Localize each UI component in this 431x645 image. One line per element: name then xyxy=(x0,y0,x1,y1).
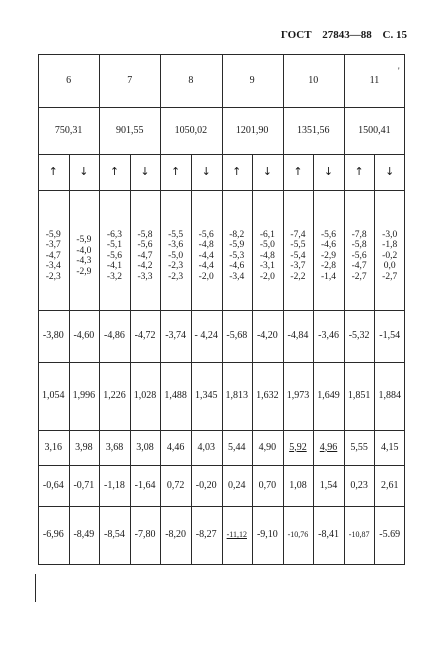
stacked-value: -5,6 xyxy=(321,229,337,240)
table-cell: -1,18 xyxy=(104,479,125,491)
stacked-value: -4,4 xyxy=(198,250,214,261)
table-cell: -0,71 xyxy=(73,479,95,491)
table-cell: 0,72 xyxy=(166,479,185,491)
table-cell: -5.69 xyxy=(379,529,401,540)
stacked-value: -0,2 xyxy=(382,250,398,261)
column-value: 1500,41 xyxy=(358,124,391,136)
table-cell: 1,851 xyxy=(347,390,371,401)
column-number: 10 xyxy=(308,74,319,86)
column-number: 8 xyxy=(188,74,194,86)
table-cell: 1,649 xyxy=(317,390,340,401)
table-vline xyxy=(313,154,314,564)
table-cell: 5,44 xyxy=(228,441,246,453)
stacked-value: -4,7 xyxy=(137,250,153,261)
column-number: 6 xyxy=(66,74,72,86)
stacked-value: -2,8 xyxy=(321,261,337,272)
table-vline xyxy=(252,154,253,564)
stacked-value: -3,2 xyxy=(106,271,122,282)
stacked-values xyxy=(313,230,344,283)
table-cell: 5,92 xyxy=(289,441,307,453)
stacked-value: -3,4 xyxy=(45,261,61,272)
table-cell: -0,64 xyxy=(42,479,64,491)
standard-label: ГОСТ xyxy=(280,29,312,41)
column-value: 901,55 xyxy=(115,124,144,136)
table-cell: 1,08 xyxy=(289,479,307,491)
stacked-values xyxy=(344,230,375,283)
table-cell: 1,54 xyxy=(319,479,338,491)
stacked-value: -2,3 xyxy=(168,261,184,272)
stacked-values xyxy=(252,230,283,283)
table-cell: 1,028 xyxy=(133,390,157,401)
table-cell: 5,55 xyxy=(350,441,368,453)
stacked-value: -2,3 xyxy=(45,271,61,282)
up-arrow-icon: ↑ xyxy=(171,165,181,178)
up-arrow-icon: ↑ xyxy=(354,165,364,178)
stacked-value: -5,5 xyxy=(290,240,306,251)
table-vline xyxy=(374,154,375,564)
column-number: 7 xyxy=(127,74,133,86)
up-arrow-icon: ↑ xyxy=(109,165,120,178)
stacked-value: -5,9 xyxy=(45,229,61,240)
stacked-value: -1,4 xyxy=(321,271,337,282)
table-cell: 4,90 xyxy=(258,441,277,453)
table-cell: 0,70 xyxy=(258,479,277,491)
column-value: 1201,90 xyxy=(235,124,269,136)
stacked-value: -3,3 xyxy=(137,271,153,282)
stray-mark: ' xyxy=(398,66,400,76)
stacked-value: -4,1 xyxy=(106,261,122,272)
up-arrow-icon: ↑ xyxy=(48,165,58,178)
table-cell: -3,74 xyxy=(165,330,187,341)
page-header xyxy=(273,29,407,41)
table-vline xyxy=(130,154,131,564)
column-value: 1351,56 xyxy=(296,124,330,136)
stacked-values xyxy=(160,230,191,283)
table-cell: -4,60 xyxy=(73,330,95,341)
table-cell: 1,226 xyxy=(103,390,126,401)
table-cell: 1,973 xyxy=(286,390,310,401)
stacked-value: -4,0 xyxy=(76,245,92,256)
table-cell: -6,96 xyxy=(42,529,64,540)
stacked-value: -2,9 xyxy=(76,266,92,277)
stacked-value: -2,9 xyxy=(321,250,337,261)
down-arrow-icon: ↓ xyxy=(262,165,272,178)
stacked-value: -4,6 xyxy=(321,240,337,251)
table-cell: 3,68 xyxy=(105,441,124,453)
table-cell: - 4,24 xyxy=(194,330,218,341)
stacked-value: -3,4 xyxy=(229,271,245,282)
stacked-values xyxy=(38,230,69,283)
stacked-value: -3,1 xyxy=(259,261,275,272)
table-cell: -5,68 xyxy=(226,330,248,341)
table-cell: -4,20 xyxy=(256,330,278,341)
stacked-value: -5,6 xyxy=(137,240,153,251)
table-cell: -5,32 xyxy=(348,330,370,341)
down-arrow-icon: ↓ xyxy=(323,165,334,178)
stacked-value: -5,3 xyxy=(229,250,245,261)
stacked-value: -4,3 xyxy=(76,256,92,266)
stacked-value: -3,0 xyxy=(382,229,398,240)
table-cell: -10,87 xyxy=(348,530,370,539)
stacked-value: -4,7 xyxy=(45,250,61,261)
stacked-value: -5,6 xyxy=(106,250,122,261)
table-cell: 3,16 xyxy=(44,441,63,453)
stacked-value: -5,5 xyxy=(168,229,184,240)
stacked-values xyxy=(374,230,405,283)
stacked-value: -3,6 xyxy=(168,240,184,251)
stacked-value: -4,4 xyxy=(198,261,214,272)
column-value: 750,31 xyxy=(54,124,83,136)
table-cell: -7,80 xyxy=(134,529,156,540)
stacked-values xyxy=(69,235,100,277)
stacked-value: -5,6 xyxy=(198,229,214,240)
table-vline xyxy=(69,154,70,564)
standard-number: 27843—88 xyxy=(322,29,372,41)
stacked-value: -5,9 xyxy=(76,235,92,245)
stacked-value: -5,0 xyxy=(168,250,184,261)
table-cell: -3,80 xyxy=(42,330,64,341)
stacked-value: -2,7 xyxy=(351,271,367,282)
table-cell: -1,54 xyxy=(379,330,401,341)
down-arrow-icon: ↓ xyxy=(140,165,150,178)
table-cell: -8,49 xyxy=(73,529,95,540)
stacked-value: -7,4 xyxy=(290,229,306,240)
table-cell: 0,24 xyxy=(228,479,246,491)
stacked-value: -2,0 xyxy=(198,271,214,282)
table-cell: 1,488 xyxy=(164,390,187,401)
stacked-value: -6,1 xyxy=(259,229,275,240)
table-cell: -0,20 xyxy=(195,479,217,491)
stacked-value: -1,8 xyxy=(382,240,398,251)
column-number: 9 xyxy=(249,74,255,86)
table-cell: -10,76 xyxy=(287,530,309,539)
down-arrow-icon: ↓ xyxy=(385,165,395,178)
table-cell: -4,84 xyxy=(287,330,309,341)
table-cell: -11,12 xyxy=(226,530,247,539)
table-cell: 1,884 xyxy=(378,390,401,401)
stacked-value: -2,2 xyxy=(290,271,306,282)
stacked-value: -5,8 xyxy=(137,229,153,240)
data-table xyxy=(38,54,405,564)
table-cell: -8,41 xyxy=(318,529,339,540)
table-cell: 1,996 xyxy=(72,390,96,401)
table-left-edge xyxy=(35,574,36,602)
stacked-values xyxy=(130,230,161,283)
table-cell: -4,86 xyxy=(104,330,125,341)
stacked-values xyxy=(222,230,253,283)
table-cell: -8,20 xyxy=(165,529,187,540)
down-arrow-icon: ↓ xyxy=(201,165,211,178)
column-number: 11 xyxy=(369,74,380,86)
stacked-value: 0,0 xyxy=(383,261,396,272)
table-cell: 1,345 xyxy=(194,390,218,401)
stacked-value: -5,4 xyxy=(290,250,306,261)
table-cell: -9,10 xyxy=(256,529,278,540)
stacked-value: -4,7 xyxy=(351,261,367,272)
table-cell: 4,96 xyxy=(319,441,338,453)
table-hline xyxy=(38,564,405,565)
table-cell: 3,98 xyxy=(75,441,93,453)
stacked-value: -3,7 xyxy=(45,240,61,251)
up-arrow-icon: ↑ xyxy=(293,165,303,178)
stacked-value: -4,6 xyxy=(229,261,245,272)
stacked-value: -5,8 xyxy=(351,240,367,251)
table-cell: 3,08 xyxy=(136,441,154,453)
table-cell: 0,23 xyxy=(350,479,368,491)
stacked-value: -5,0 xyxy=(259,240,275,251)
stacked-value: -5,9 xyxy=(229,240,245,251)
up-arrow-icon: ↑ xyxy=(232,165,242,178)
table-cell: 1,054 xyxy=(42,390,65,401)
column-value: 1050,02 xyxy=(174,124,208,136)
stacked-value: -2,7 xyxy=(382,271,398,282)
table-cell: -4,72 xyxy=(134,330,156,341)
down-arrow-icon: ↓ xyxy=(79,165,89,178)
table-cell: 2,61 xyxy=(380,479,399,491)
stacked-value: -4,8 xyxy=(198,240,214,251)
table-cell: 1,813 xyxy=(225,390,249,401)
table-cell: 4,46 xyxy=(166,441,185,453)
table-cell: 1,632 xyxy=(256,390,279,401)
stacked-values xyxy=(283,230,314,283)
table-cell: -3,46 xyxy=(318,330,339,341)
table-cell: -8,54 xyxy=(104,529,125,540)
table-cell: 4,15 xyxy=(380,441,399,453)
stacked-value: -2,0 xyxy=(259,271,275,282)
stacked-value: -7,8 xyxy=(351,229,367,240)
stacked-value: -6,3 xyxy=(106,229,122,240)
table-cell: -1,64 xyxy=(134,479,156,491)
stacked-values xyxy=(191,230,222,283)
stacked-value: -8,2 xyxy=(229,229,245,240)
table-cell: 4,03 xyxy=(197,441,215,453)
stacked-values xyxy=(99,230,130,283)
stacked-value: -4,8 xyxy=(259,250,275,261)
page-number: С. 15 xyxy=(382,29,407,41)
table-cell: -8,27 xyxy=(195,529,217,540)
stacked-value: -3,7 xyxy=(290,261,306,272)
stacked-value: -4,2 xyxy=(137,261,153,272)
stacked-value: -2,3 xyxy=(168,271,184,282)
stacked-value: -5,1 xyxy=(106,240,122,251)
table-vline xyxy=(191,154,192,564)
stacked-value: -5,6 xyxy=(351,250,367,261)
